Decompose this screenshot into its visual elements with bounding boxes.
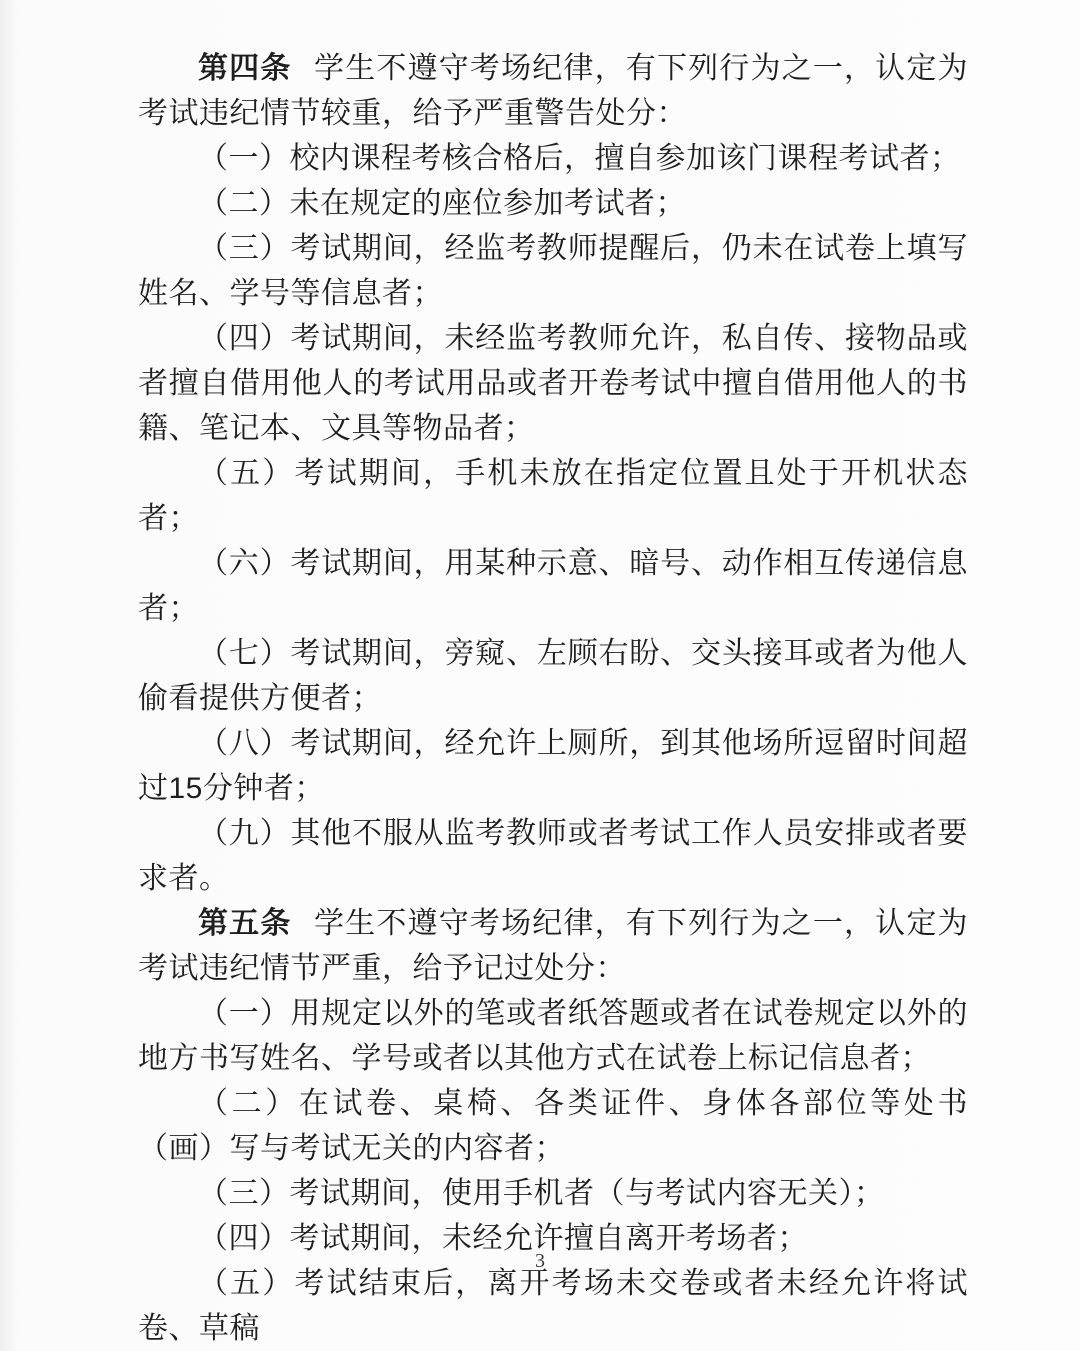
article-4-item-9: （九）其他不服从监考教师或者考试工作人员安排或者要求者。: [138, 817, 968, 895]
article-4-heading: [138, 46, 968, 136]
article-5-heading: [138, 901, 968, 991]
article-5-item-3: （三）考试期间，使用手机者（与考试内容无关）；: [198, 1177, 885, 1210]
article-4-item-1: （一）校内课程考核合格后，擅自参加该门课程考试者；: [198, 142, 961, 175]
article-4-item-4: （四）考试期间，未经监考教师允许，私自传、接物品或者擅自借用他人的考试用品或者开卷考试中擅自借用他人的书籍、笔记本、文具等物品者；: [138, 322, 968, 445]
article-4-intro-text: 学生不遵守考场纪律，有下列行为之一，认定为考试违纪情节较重，给予严重警告处分：: [138, 52, 969, 130]
article-5-item-1: （一）用规定以外的笔或者纸答题或者在试卷规定以外的地方书写姓名、学号或者以其他方式在试卷上标记信息者；: [138, 997, 968, 1075]
article-4-item-7: （七）考试期间，旁窥、左顾右盼、交头接耳或者为他人偷看提供方便者；: [138, 637, 968, 715]
article-5-item-2: （二）在试卷、桌椅、各类证件、身体各部位等处书（画）写与考试无关的内容者；: [138, 1087, 968, 1165]
article-4-number-label: 第四条: [198, 52, 292, 85]
article-4-item-5: （五）考试期间，手机未放在指定位置且处于开机状态者；: [138, 457, 968, 535]
article-4-item-2: （二）未在规定的座位参加考试者；: [198, 187, 686, 220]
page-number: 3: [535, 1250, 545, 1272]
article-4-item-3: （三）考试期间，经监考教师提醒后，仍未在试卷上填写姓名、学号等信息者；: [138, 232, 968, 310]
article-5-intro-text: 学生不遵守考场纪律，有下列行为之一，认定为考试违纪情节严重，给予记过处分：: [138, 907, 969, 985]
article-5-number-label: 第五条: [198, 907, 292, 940]
article-5-item-5: （五）考试结束后，离开考场未交卷或者未经允许将试卷、草稿: [138, 1267, 968, 1345]
article-4-item-8: （八）考试期间，经允许上厕所，到其他场所逗留时间超过15分钟者；: [138, 727, 968, 805]
article-4-item-6: （六）考试期间，用某种示意、暗号、动作相互传递信息者；: [138, 547, 968, 625]
article-5-item-4: （四）考试期间，未经允许擅自离开考场者；: [198, 1222, 808, 1255]
